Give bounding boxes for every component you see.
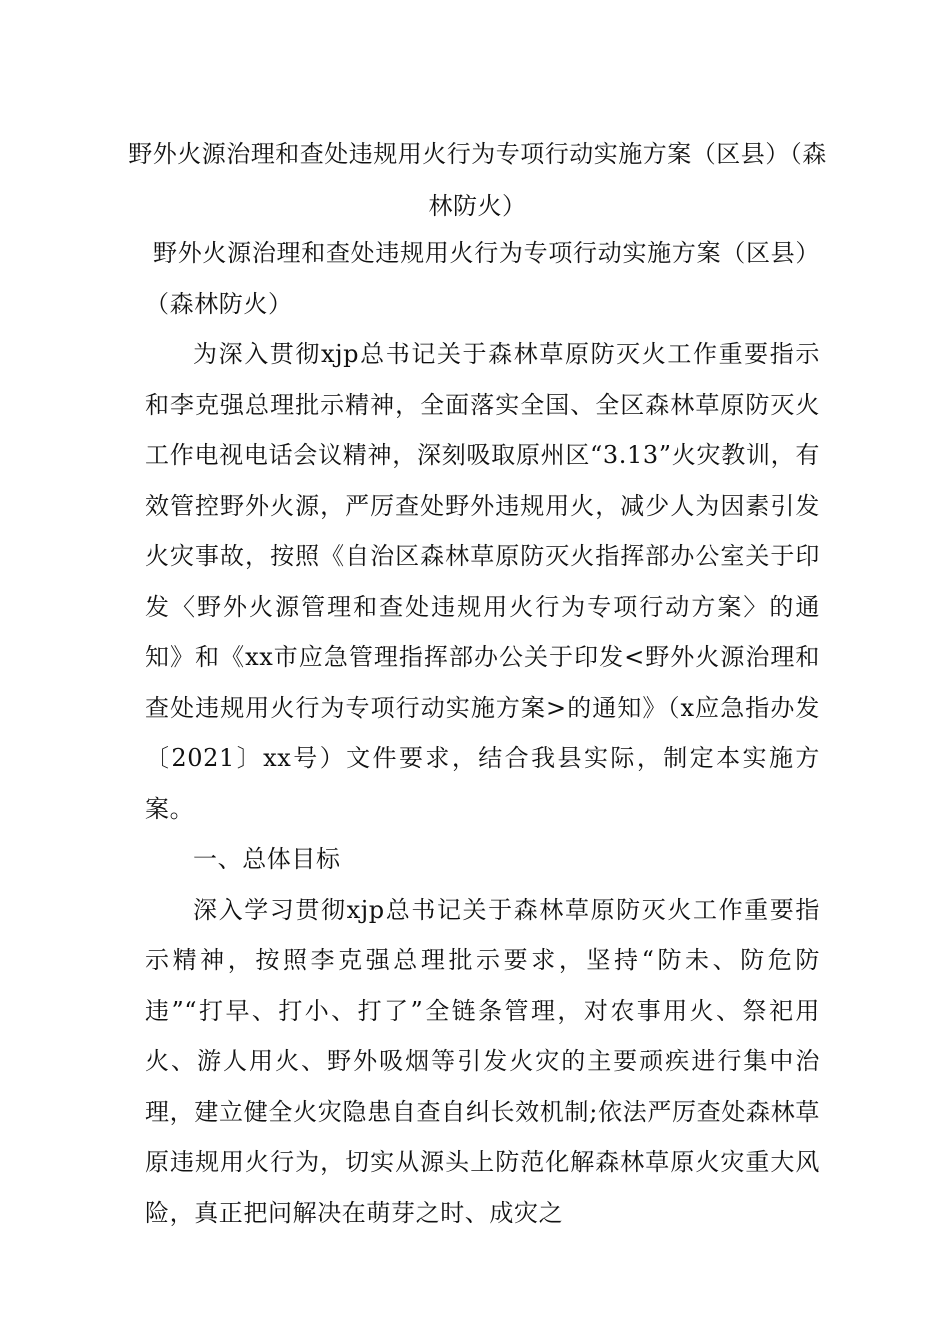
paragraph-goals: 深入学习贯彻xjp总书记关于森林草原防灭火工作重要指示精神，按照李克强总理批示要求，坚持“防未、防危防违”“打早、打小、打了”全链条管理，对农事用火、祭祀用火、游人用火、野外吸烟等引发火灾的主要顽疾进行集中治理，建立健全火灾隐患自查自纠长效机制;依法严厉查处森林草原违规用火行为，切实从源头上防范化解森林草原火灾重大风险，真正把问解决在萌芽之时、成灾之 [145,895,820,1227]
section-heading: 一、总体目标 [193,845,341,873]
paragraph-intro: 为深入贯彻xjp总书记关于森林草原防灭火工作重要指示和李克强总理批示精神，全面落实全国、全区森林草原防灭火工作电视电话会议精神，深刻吸取原州区“3.13”火灾教训，有效管控野外火源，严厉查处野外违规用火，减少人为因素引发火灾事故，按照《自治区森林草原防灭火指挥部办公室关于印发〈野外火源管理和查处违规用火行为专项行动方案〉的通知》和《xx市应急管理指挥部办公关于印发<野外火源治理和查处违规用火行为专项行动实施方案>的通知》（x应急指办发〔2021〕xx号）文件要求，结合我县实际，制定本实施方案。 [145,340,820,823]
document-title: 野外火源治理和查处违规用火行为专项行动实施方案（区县）（森林防火） [128,140,827,220]
document-subtitle: 野外火源治理和查处违规用火行为专项行动实施方案（区县）（森林防火） [145,239,820,318]
document-body [145,228,820,1238]
